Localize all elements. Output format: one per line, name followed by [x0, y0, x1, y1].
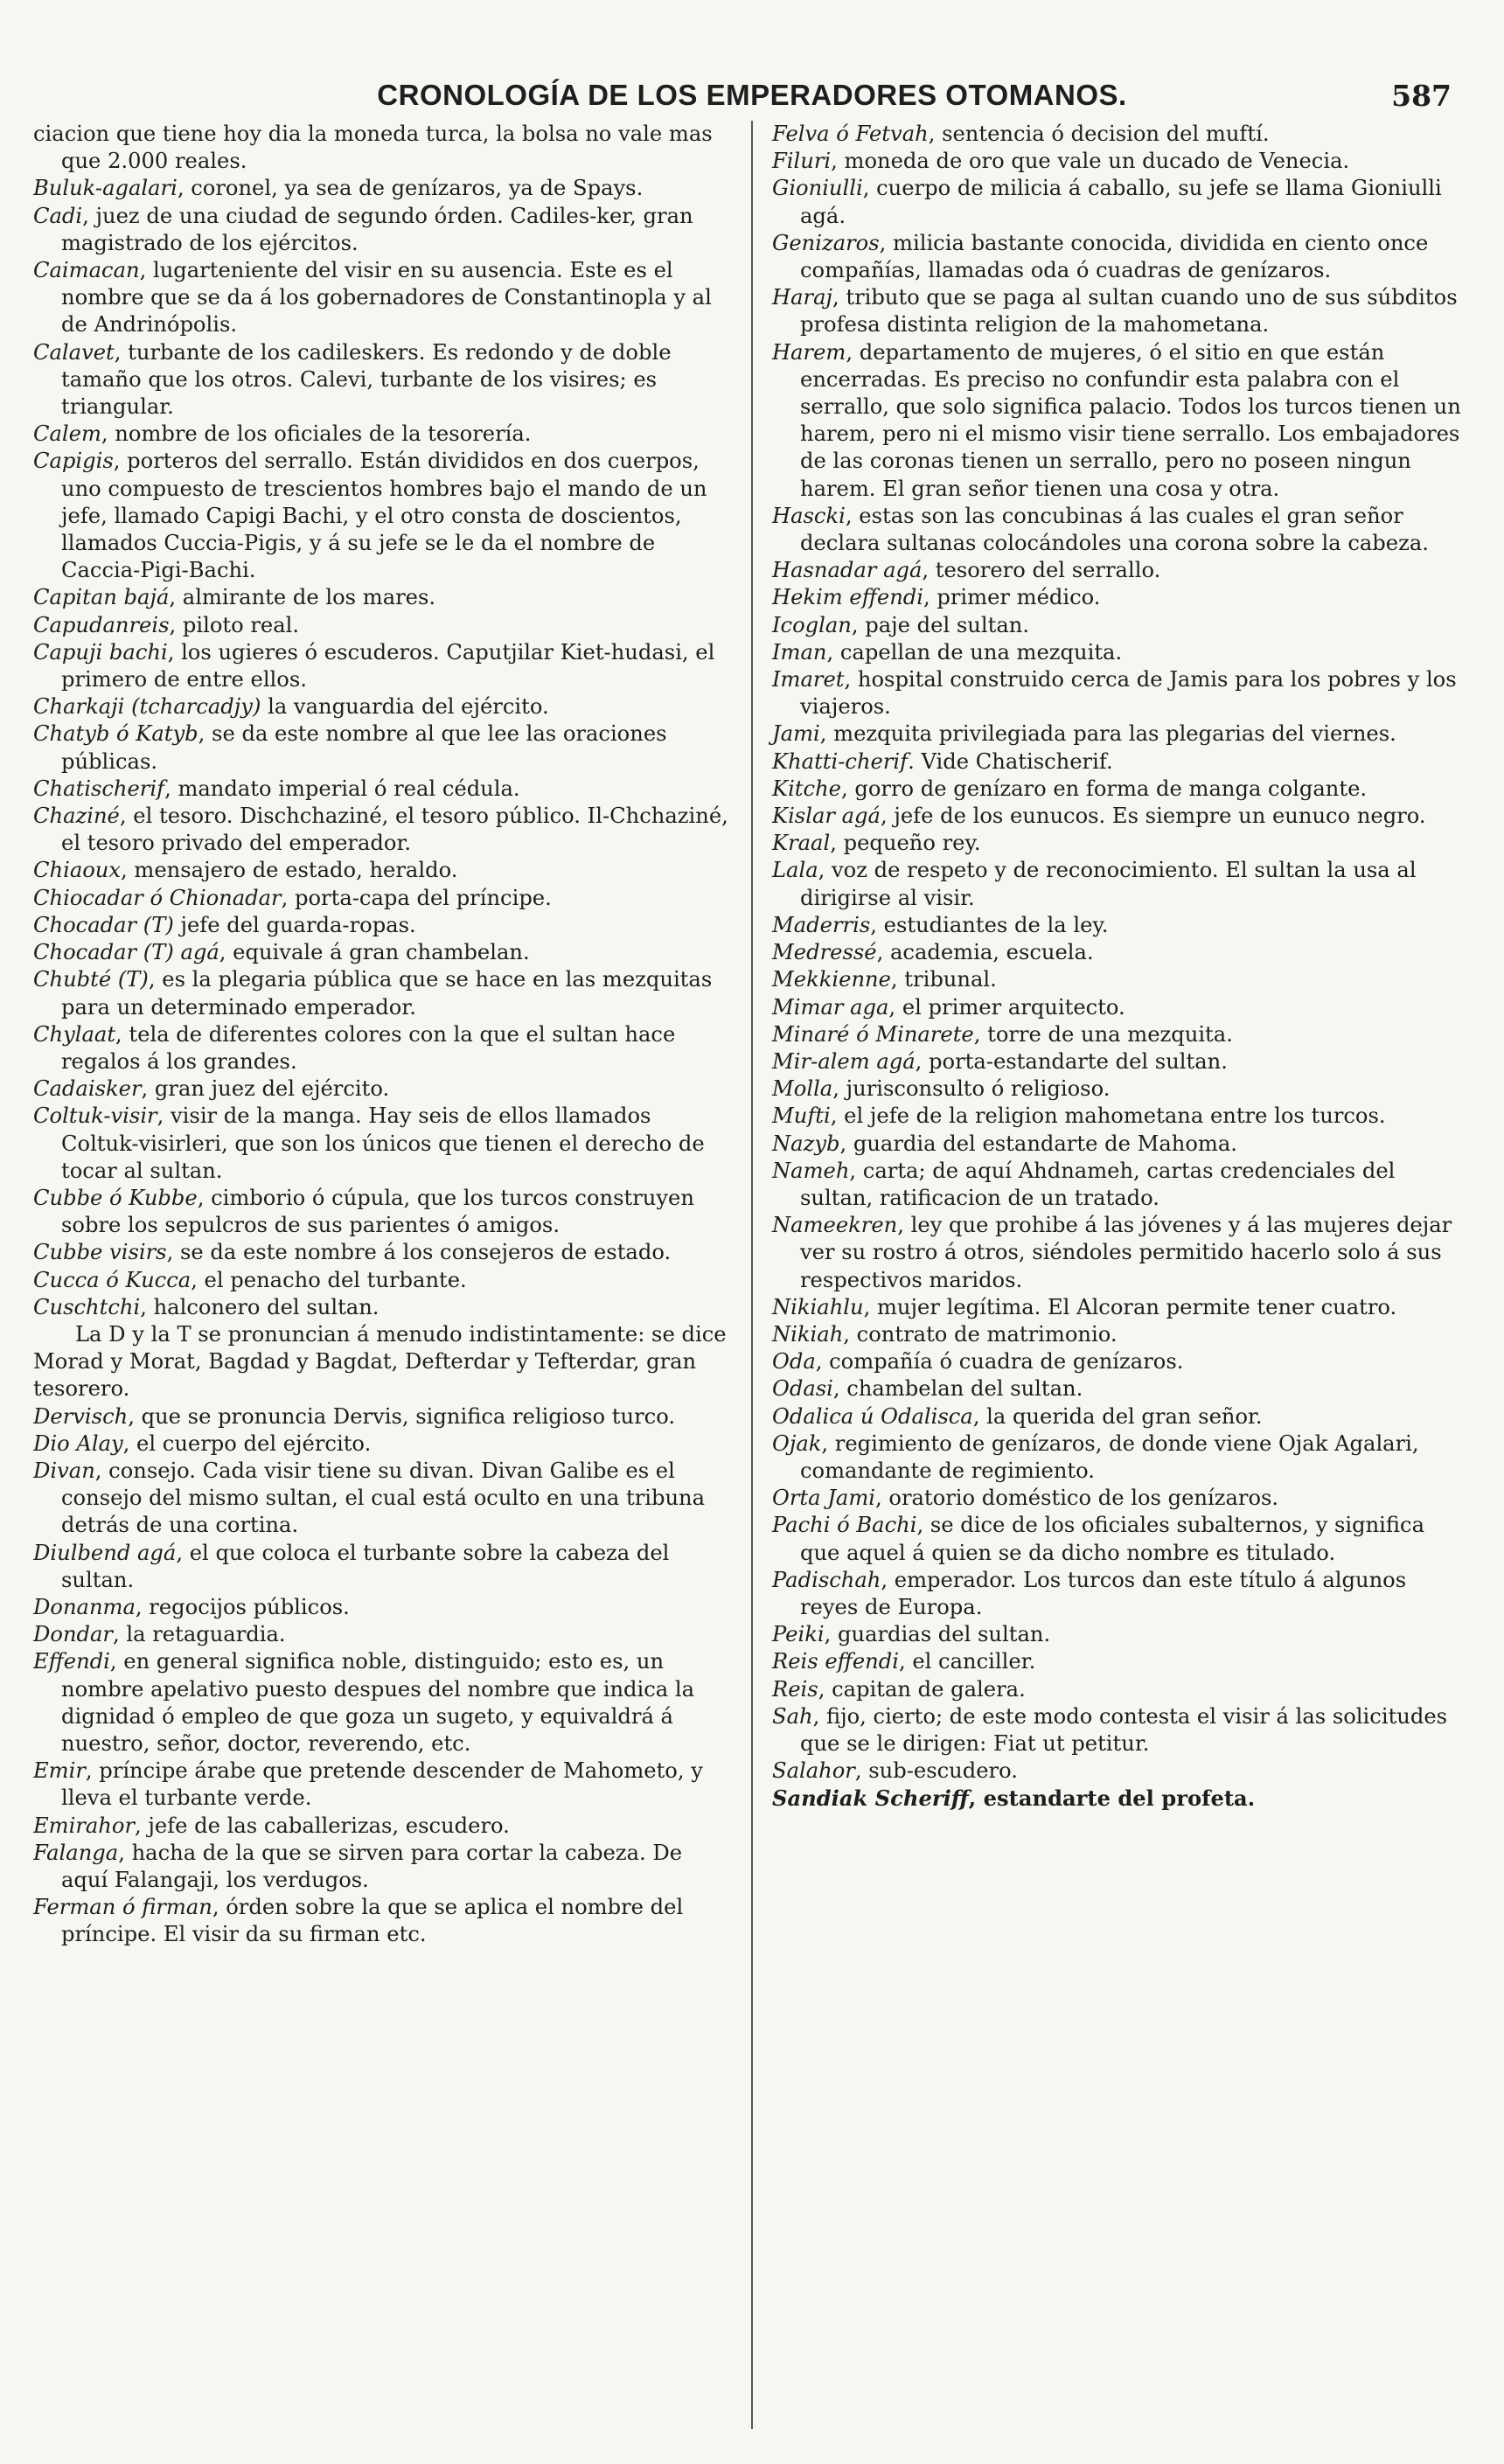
glossary-entry: [772, 1676, 1471, 1703]
entry-definition: , se da este nombre al que lee las oraciones públicas.: [61, 721, 667, 774]
right-column: [751, 121, 1471, 2429]
entry-definition: , el tesoro. Dischchaziné, el tesoro público. Il-Chchaziné, el tesoro privado del emperador.: [61, 804, 728, 856]
glossary-entry: [33, 1403, 732, 1430]
entry-term: Jami: [772, 721, 820, 747]
entry-term: Chaziné: [33, 804, 120, 829]
glossary-entry: [772, 1131, 1471, 1158]
glossary-entry: [772, 1021, 1471, 1048]
entry-term: Gioniulli: [772, 176, 863, 201]
entry-definition: , la retaguardia.: [113, 1622, 286, 1647]
glossary-entry: [33, 1021, 732, 1075]
entry-definition: , sub-escudero.: [854, 1758, 1018, 1784]
entry-definition: , departamento de mujeres, ó el sitio en que están encerradas. Es preciso no confundir esta palabra con el serrallo, que solo significa palacio. Todos los turcos tienen un harem, pero ni el mismo visir tiene serrallo. Los embajadores de las coronas tienen un serrallo, pero no poseen ningun harem. El gran señor tienen una cosa y otra.: [800, 339, 1461, 501]
entry-term: Mimar aga: [772, 994, 889, 1020]
entry-term: Salahor: [772, 1758, 855, 1784]
entry-term: Cuschtchi: [33, 1294, 141, 1319]
entry-term: Chylaat: [33, 1021, 116, 1047]
glossary-entry: [33, 257, 732, 339]
entry-definition: , guardias del sultan.: [824, 1622, 1051, 1647]
entry-term: Capigis: [33, 449, 114, 474]
entry-term: Molla: [772, 1076, 833, 1102]
entry-definition: , los ugieres ó escuderos. Caputjilar Kiet-hudasi, el primero de entre ellos.: [61, 639, 715, 693]
entry-definition: , mujer legítima. El Alcoran permite tener cuatro.: [863, 1294, 1397, 1319]
glossary-entry: [33, 421, 732, 448]
entry-term: Ojak: [772, 1430, 822, 1456]
entry-term: Orta Jami: [772, 1486, 876, 1511]
glossary-entry: [772, 1075, 1471, 1103]
page-number: 587: [1391, 79, 1452, 113]
entry-term: Divan: [33, 1458, 95, 1483]
entry-term: Sah: [772, 1703, 813, 1729]
glossary-entry: [33, 720, 732, 775]
entry-definition: , cimborio ó cúpula, que los turcos construyen sobre los sepulcros de sus parientes ó amigos.: [61, 1185, 694, 1238]
entry-term: Capitan bajá: [33, 585, 170, 610]
glossary-entry: [33, 693, 732, 720]
glossary-entry: [33, 1648, 732, 1758]
entry-definition: , pequeño rey.: [830, 831, 981, 856]
glossary-entry: [772, 1648, 1471, 1675]
entry-term: Cubbe ó Kubbe: [33, 1185, 198, 1210]
glossary-entry: [33, 1075, 732, 1103]
entry-definition: , órden sobre la que se aplica el nombre del príncipe. El visir da su firman etc.: [61, 1895, 684, 1947]
entry-term: Chocadar (T) agá: [33, 940, 219, 965]
entry-term: Nazyb: [772, 1131, 840, 1156]
entry-definition: , consejo. Cada visir tiene su divan. Divan Galibe es el consejo del mismo sultan, el cual está oculto en una tribuna detrás de una cortina.: [61, 1458, 706, 1538]
entry-definition: . Vide Chatischerif.: [908, 748, 1113, 774]
glossary-entry: [772, 1512, 1471, 1566]
entry-term: Lala: [772, 858, 818, 883]
entry-definition: , porta-capa del príncipe.: [281, 885, 552, 910]
glossary-entry: [33, 612, 732, 639]
entry-term: Charkaji (tcharcadjy): [33, 694, 261, 720]
entry-definition: , estudiantes de la ley.: [870, 912, 1109, 937]
entry-term: Kraal: [772, 831, 831, 856]
running-title: CRONOLOGÍA DE LOS EMPERADORES OTOMANOS.: [377, 79, 1127, 111]
entry-definition: , nombre de los oficiales de la tesorería.: [101, 421, 532, 447]
entry-term: Cubbe visirs: [33, 1240, 167, 1265]
entry-definition: , halconero del sultan.: [140, 1294, 379, 1319]
glossary-entry: [772, 1158, 1471, 1212]
entry-definition: , hospital construido cerca de Jamis para los pobres y los viajeros.: [800, 667, 1457, 720]
continued-entry: [33, 121, 732, 175]
entry-term: Hascki: [772, 503, 846, 528]
glossary-entry: [772, 1567, 1471, 1621]
glossary-entry: [772, 1403, 1471, 1430]
glossary-entry: [772, 1348, 1471, 1375]
glossary-entry: [33, 1430, 732, 1458]
glossary-entry: [772, 748, 1471, 776]
entry-definition: , contrato de matrimonio.: [843, 1321, 1118, 1347]
glossary-entry: [772, 803, 1471, 830]
glossary-entry: [772, 1430, 1471, 1485]
glossary-entry: [33, 857, 732, 884]
entry-term: Padischah: [772, 1567, 881, 1592]
entry-definition: , capellan de una mezquita.: [826, 639, 1123, 665]
entry-definition: , academia, escuela.: [876, 940, 1094, 965]
entry-term: Oda: [772, 1349, 816, 1375]
glossary-entry: [772, 230, 1471, 284]
entry-term: Coltuk-visir: [33, 1103, 157, 1129]
entry-term: Reis: [772, 1676, 818, 1702]
entry-term: Cucca ó Kucca: [33, 1267, 191, 1292]
entry-term: Medressé: [772, 940, 877, 965]
entry-term: Reis effendi: [772, 1649, 899, 1674]
entry-definition: , jurisconsulto ó religioso.: [832, 1076, 1111, 1102]
entry-definition: , se dice de los oficiales subalternos, y significa que aquel á quien se da dicho nombre es titulado.: [800, 1513, 1425, 1565]
entry-definition: , tesorero del serrallo.: [922, 558, 1161, 583]
entry-definition: , jefe de las caballerizas, escudero.: [135, 1813, 510, 1838]
glossary-entry: [772, 1621, 1471, 1648]
entry-definition: , gran juez del ejército.: [141, 1076, 390, 1102]
glossary-entry: [33, 885, 732, 912]
entry-definition: ciacion que tiene hoy dia la moneda turca, la bolsa no vale mas que 2.000 reales.: [33, 122, 713, 174]
entry-definition: , porta-estandarte del sultan.: [915, 1048, 1228, 1074]
entry-term: Mufti: [772, 1103, 831, 1129]
entry-definition: , gorro de genízaro en forma de manga colgante.: [840, 776, 1368, 801]
entry-term: Sandiak Scheriff: [772, 1785, 969, 1812]
entry-definition: , mandato imperial ó real cédula.: [164, 776, 520, 801]
glossary-entry: [33, 639, 732, 693]
entry-definition: , jefe de los eunucos. Es siempre un eunuco negro.: [880, 804, 1426, 829]
entry-definition: La D y la T se pronuncian á menudo indistintamente: se dice Morad y Morat, Bagdad y Bagdat, Defterdar y Tefterdar, gran tesorero.: [33, 1321, 727, 1402]
entry-term: Chocadar (T): [33, 912, 174, 937]
glossary-entry: [772, 284, 1471, 338]
glossary-entry: [33, 1294, 732, 1321]
glossary-entry: [33, 1185, 732, 1239]
entry-term: Iman: [772, 639, 827, 665]
glossary-entry: [33, 1594, 732, 1621]
entry-term: Minaré ó Minarete: [772, 1021, 974, 1047]
entry-definition: , príncipe árabe que pretende descender de Mahometo, y lleva el turbante verde.: [61, 1758, 703, 1811]
glossary-entry: [33, 1239, 732, 1266]
entry-definition: , voz de respeto y de reconocimiento. El sultan la usa al dirigirse al visir.: [800, 858, 1417, 910]
glossary-entry: [772, 1321, 1471, 1348]
glossary-entry: [33, 584, 732, 611]
entry-term: Mir-alem agá: [772, 1048, 916, 1074]
entry-term: Emir: [33, 1758, 86, 1784]
entry-term: Calavet: [33, 339, 115, 365]
glossary-entry: [33, 776, 732, 803]
entry-definition: , equivale á gran chambelan.: [219, 940, 530, 965]
glossary-entry: [33, 339, 732, 421]
entry-definition: jefe del guarda-ropas.: [173, 912, 416, 937]
glossary-entry: [772, 966, 1471, 993]
entry-definition: , juez de una ciudad de segundo órden. Cadiles-ker, gran magistrado de los ejércitos.: [61, 203, 693, 255]
entry-definition: , el jefe de la religion mahometana entre los turcos.: [830, 1103, 1386, 1129]
entry-definition: , capitan de galera.: [818, 1676, 1026, 1702]
entry-term: Dondar: [33, 1622, 113, 1647]
entry-term: Mekkienne: [772, 967, 891, 992]
entry-definition: , en general significa noble, distinguido; esto es, un nombre apelativo puesto despues del nombre que indica la dignidad ó empleo de que goza un sugeto, y equivaldrá á nuestro, señor, doctor, reverendo, etc.: [61, 1649, 695, 1756]
glossary-entry: [33, 939, 732, 966]
entry-definition: , cuerpo de milicia á caballo, su jefe se llama Gioniulli agá.: [800, 176, 1442, 228]
glossary-entry: [772, 720, 1471, 748]
entry-definition: , el que coloca el turbante sobre la cabeza del sultan.: [61, 1540, 670, 1592]
entry-term: Donanma: [33, 1594, 136, 1619]
glossary-entry: [772, 503, 1471, 557]
entry-definition: , es la plegaria pública que se hace en las mezquitas para un determinado emperador.: [61, 967, 713, 1020]
entry-term: Odalica ú Odalisca: [772, 1403, 973, 1429]
entry-definition: , lugarteniente del visir en su ausencia. Este es el nombre que se da á los gobernadores de Constantinopla y al de Andrinópolis.: [61, 258, 712, 338]
paragraph: [33, 1321, 732, 1403]
glossary-entry: [33, 1813, 732, 1840]
entry-definition: , tribunal.: [890, 967, 997, 992]
entry-term: Nameh: [772, 1158, 850, 1183]
glossary-entry: [772, 1375, 1471, 1403]
entry-definition: , piloto real.: [169, 612, 300, 637]
entry-definition: , milicia bastante conocida, dividida en ciento once compañías, llamadas oda ó cuadras de genízaros.: [800, 230, 1429, 283]
glossary-entry: [33, 1103, 732, 1185]
entry-term: Haraj: [772, 285, 832, 310]
entry-term: Kislar agá: [772, 804, 881, 829]
glossary-entry: [33, 1458, 732, 1540]
entry-term: Dervisch: [33, 1403, 129, 1429]
entry-definition: , carta; de aquí Ahdnameh, cartas credenciales del sultan, ratificacion de un tratado.: [800, 1158, 1396, 1210]
glossary-entry: [772, 584, 1471, 611]
glossary-entry: [772, 939, 1471, 966]
entry-definition: , chambelan del sultan.: [832, 1376, 1083, 1402]
glossary-entry: [33, 203, 732, 257]
entry-term: Dio Alay: [33, 1430, 123, 1456]
entry-term: Genizaros: [772, 230, 880, 255]
glossary-entry: [772, 1103, 1471, 1130]
glossary-entry: [33, 1840, 732, 1894]
entry-definition: , emperador. Los turcos dan este título á algunos reyes de Europa.: [800, 1567, 1407, 1619]
entry-term: Imaret: [772, 667, 845, 693]
glossary-entry: [33, 912, 732, 939]
left-column: [33, 121, 751, 2429]
entry-definition: , paje del sultan.: [851, 612, 1030, 637]
entry-term: Nameekren: [772, 1213, 898, 1238]
glossary-entry: [33, 1267, 732, 1294]
entry-term: Hekim effendi: [772, 585, 923, 610]
entry-term: Chatischerif: [33, 776, 165, 801]
glossary-entry: [772, 1785, 1471, 1813]
entry-definition: , tela de diferentes colores con la que el sultan hace regalos á los grandes.: [61, 1021, 676, 1074]
glossary-entry: [772, 1048, 1471, 1075]
glossary-entry: [772, 639, 1471, 666]
entry-definition: , regimiento de genízaros, de donde viene Ojak Agalari, comandante de regimiento.: [800, 1430, 1419, 1483]
glossary-entry: [772, 339, 1471, 503]
entry-term: Felva ó Fetvah: [772, 122, 929, 146]
entry-definition: , almirante de los mares.: [169, 585, 436, 610]
glossary-entry: [772, 121, 1471, 148]
entry-term: Buluk-agalari: [33, 176, 178, 201]
entry-definition: , mensajero de estado, heraldo.: [121, 858, 458, 883]
glossary-entry: [772, 1212, 1471, 1294]
entry-definition: , regocijos públicos.: [135, 1594, 350, 1619]
glossary-entry: [33, 803, 732, 857]
glossary-entry: [772, 1294, 1471, 1321]
entry-term: Chatyb ó Katyb: [33, 721, 198, 747]
entry-definition: , la querida del gran señor.: [972, 1403, 1263, 1429]
entry-term: Ferman ó firman: [33, 1895, 212, 1920]
entry-definition: , el cuerpo del ejército.: [122, 1430, 372, 1456]
entry-definition: la vanguardia del ejército.: [261, 694, 549, 720]
entry-definition: , ley que prohibe á las jóvenes y á las mujeres dejar ver su rostro á otros, siéndoles permitido hacerlo solo á sus respectivos maridos.: [800, 1213, 1452, 1292]
entry-definition: , estas son las concubinas á las cuales el gran señor declara sultanas colocándoles una corona sobre la cabeza.: [800, 503, 1429, 556]
entry-definition: , el primer arquitecto.: [888, 994, 1125, 1020]
glossary-entry: [772, 994, 1471, 1021]
entry-definition: , mezquita privilegiada para las plegarias del viernes.: [819, 721, 1396, 747]
entry-term: Khatti-cherif: [772, 748, 909, 774]
entry-term: Nikiahlu: [772, 1294, 864, 1319]
entry-term: Calem: [33, 421, 101, 447]
entry-definition: , primer médico.: [923, 585, 1101, 610]
entry-term: Capudanreis: [33, 612, 170, 637]
glossary-entry: [772, 175, 1471, 229]
entry-definition: , moneda de oro que vale un ducado de Venecia.: [831, 149, 1350, 174]
entry-definition: , guardia del estandarte de Mahoma.: [839, 1131, 1237, 1156]
entry-term: Chiocadar ó Chionadar: [33, 885, 282, 910]
entry-term: Filuri: [772, 149, 832, 174]
glossary-entry: [33, 1894, 732, 1948]
entry-definition: , fijo, cierto; de este modo contesta el visir á las solicitudes que se le dirigen: Fiat ut petitur.: [800, 1703, 1448, 1756]
glossary-entry: [772, 148, 1471, 175]
entry-term: Maderris: [772, 912, 871, 937]
entry-term: Odasi: [772, 1376, 833, 1402]
entry-definition: , tributo que se paga al sultan cuando uno de sus súbditos profesa distinta religion de la mahometana.: [800, 285, 1458, 338]
glossary-entry: [772, 1485, 1471, 1512]
entry-definition: , el canciller.: [898, 1649, 1036, 1674]
entry-definition: , que se pronuncia Dervis, significa religioso turco.: [128, 1403, 676, 1429]
entry-term: Diulbend agá: [33, 1540, 177, 1565]
glossary-entry: [33, 1540, 732, 1594]
glossary-entry: [772, 557, 1471, 584]
entry-term: Falanga: [33, 1840, 119, 1865]
glossary-entry: [33, 175, 732, 202]
glossary-entry: [772, 857, 1471, 911]
glossary-entry: [772, 1703, 1471, 1758]
entry-definition: , hacha de la que se sirven para cortar la cabeza. De aquí Falangaji, los verdugos.: [61, 1840, 683, 1892]
entry-term: Kitche: [772, 776, 841, 801]
glossary-entry: [33, 448, 732, 584]
two-column-body: [33, 121, 1471, 2429]
entry-definition: , sentencia ó decision del muftí.: [928, 122, 1270, 146]
entry-term: Hasnadar agá: [772, 558, 923, 583]
entry-term: Chiaoux: [33, 858, 122, 883]
glossary-entry: [772, 830, 1471, 857]
entry-term: Effendi: [33, 1649, 110, 1674]
entry-term: Emirahor: [33, 1813, 136, 1838]
glossary-entry: [772, 776, 1471, 803]
entry-term: Chubté (T): [33, 967, 149, 992]
entry-term: Cadi: [33, 203, 83, 228]
entry-definition: , se da este nombre á los consejeros de estado.: [166, 1240, 672, 1265]
entry-definition: , torre de una mezquita.: [973, 1021, 1233, 1047]
entry-term: Nikiah: [772, 1321, 844, 1347]
glossary-entry: [33, 1758, 732, 1812]
entry-definition: , visir de la manga. Hay seis de ellos llamados Coltuk-visirleri, que son los únicos que tienen el derecho de tocar al sultan.: [61, 1103, 705, 1183]
glossary-entry: [772, 912, 1471, 939]
entry-term: Pachi ó Bachi: [772, 1513, 917, 1538]
entry-definition: , compañía ó cuadra de genízaros.: [815, 1349, 1184, 1375]
entry-term: Harem: [772, 339, 846, 365]
entry-definition: , porteros del serrallo. Están divididos en dos cuerpos, uno compuesto de trescientos hombres bajo el mando de un jefe, llamado Capigi Bachi, y el otro consta de doscientos, llamados Cuccia-Pigis, y á su jefe se le da el nombre de Caccia-Pigi-Bachi.: [61, 449, 707, 583]
entry-definition: , oratorio doméstico de los genízaros.: [875, 1486, 1279, 1511]
glossary-entry: [33, 1621, 732, 1648]
entry-term: Capuji bachi: [33, 639, 168, 665]
entry-term: Caimacan: [33, 258, 140, 283]
entry-definition: , el penacho del turbante.: [191, 1267, 467, 1292]
entry-definition: , turbante de los cadileskers. Es redondo y de doble tamaño que los otros. Calevi, turbante de los visires; es triangular.: [61, 339, 672, 420]
glossary-entry: [33, 966, 732, 1020]
glossary-entry: [772, 666, 1471, 720]
entry-definition: , estandarte del profeta.: [968, 1785, 1256, 1812]
glossary-entry: [772, 1758, 1471, 1785]
entry-term: Cadaisker: [33, 1076, 142, 1102]
entry-term: Peiki: [772, 1622, 825, 1647]
entry-term: Icoglan: [772, 612, 852, 637]
entry-definition: , coronel, ya sea de genízaros, ya de Spays.: [177, 176, 644, 201]
glossary-entry: [772, 612, 1471, 639]
